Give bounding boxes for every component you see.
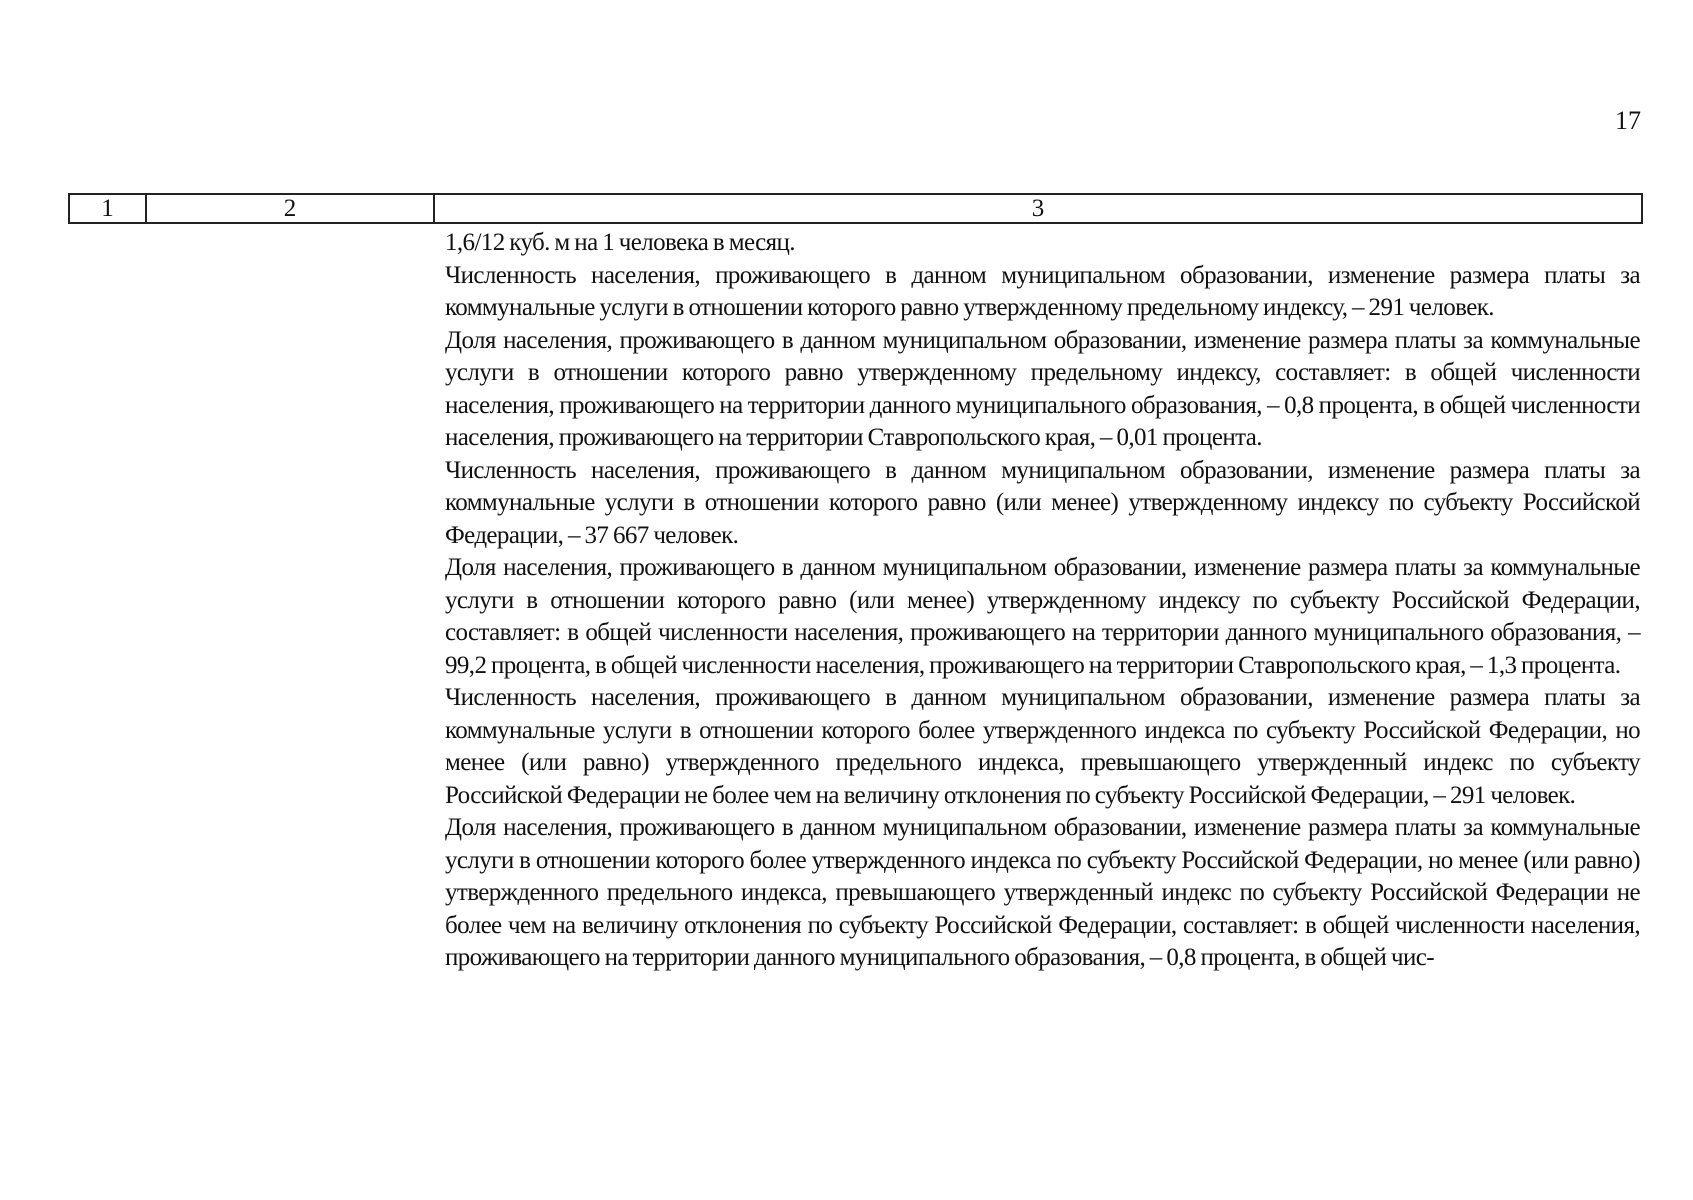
page-number: 17 bbox=[1615, 106, 1641, 135]
column-header-2: 2 bbox=[146, 194, 434, 223]
paragraph-water-norm: 1,6/12 куб. м на 1 человека в месяц. bbox=[445, 229, 795, 256]
paragraph-share-above-index: Доля населения, проживающего в данном муниципальном образовании, изменение размера платы за коммунальные услуги в отношении которого более утвержденного индекса по субъекту Российской Федерации, но менее (или равно) утвержденного предельного индекса, превышающего утвержденный индекс по субъекту Российской Федерации не более чем на величину отклонения по субъекту Российской Федерации, составляет: в общей численности населения, проживающего на территории данного муниципального образования, – 0,8 процента, в общей чис- bbox=[445, 814, 1640, 971]
column-header-3: 3 bbox=[434, 194, 1642, 223]
paragraph-share-within-index: Доля населения, проживающего в данном муниципальном образовании, изменение размера платы за коммунальные услуги в отношении которого равно (или менее) утвержденному индексу по субъекту Российской Федерации, составляет: в общей численности населения, проживающего на территории данного муниципального образования, – 99,2 процента, в общей численности населения, проживающего на территории Ставропольского края, – 1,3 процента. bbox=[445, 554, 1640, 679]
column-header-1: 1 bbox=[69, 194, 146, 223]
paragraph-population-above-index: Численность населения, проживающего в данном муниципальном образовании, изменение размера платы за коммунальные услуги в отношении которого более утвержденного индекса по субъекту Российской Федерации, но менее (или равно) утвержденного предельного индекса, превышающего утвержденный индекс по субъекту Российской Федерации не более чем на величину отклонения по субъекту Российской Федерации, – 291 человек. bbox=[445, 684, 1640, 809]
paragraph-population-equal-limit: Численность населения, проживающего в данном муниципальном образовании, изменение размера платы за коммунальные услуги в отношении которого равно утвержденному предельному индексу, – 291 человек. bbox=[445, 261, 1640, 321]
column-header-table bbox=[68, 193, 1643, 224]
paragraph-population-within-index: Численность населения, проживающего в данном муниципальном образовании, изменение размера платы за коммунальные услуги в отношении которого равно (или менее) утвержденному индексу по субъекту Российской Федерации, – 37 667 человек. bbox=[445, 456, 1640, 549]
paragraph-share-equal-limit: Доля населения, проживающего в данном муниципальном образовании, изменение размера платы за коммунальные услуги в отношении которого равно утвержденному предельному индексу, составляет: в общей численности населения, проживающего на территории данного муниципального образования, – 0,8 процента, в общей численности населения, проживающего на территории Ставропольского края, – 0,01 процента. bbox=[445, 326, 1640, 451]
column-3-content bbox=[445, 227, 1640, 975]
column-header-row bbox=[69, 194, 1642, 223]
